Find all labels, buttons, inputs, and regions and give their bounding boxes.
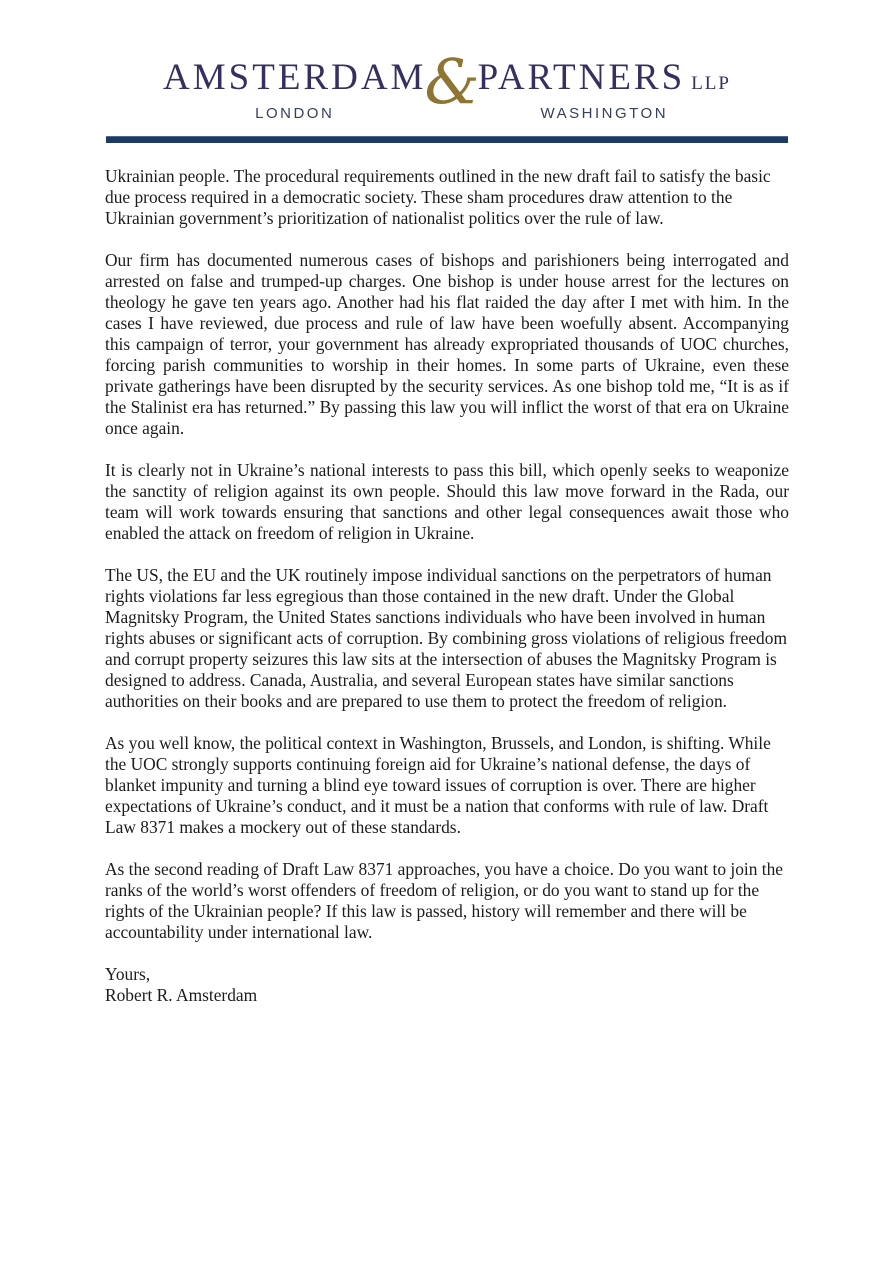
firm-suffix-llp: LLP <box>691 73 731 94</box>
paragraph-5: As you well know, the political context in Washington, Brussels, and London, is shifting. While the UOC strongly supports continuing foreign aid for Ukraine’s national defense, the days of blanket impunity and turning a blind eye toward issues of corruption is over. There are higher expectations of Ukraine’s conduct, and it must be a nation that conforms with rule of law. Draft Law 8371 makes a mockery out of these standards. <box>105 732 771 837</box>
paragraph-1: Ukrainian people. The procedural requirements outlined in the new draft fail to satisfy the basic due process required in a democratic society. These sham procedures draw attention to the Ukrainian government’s prioritization of nationalist politics over the rule of law. <box>105 165 771 228</box>
paragraph-2: Our firm has documented numerous cases of bishops and parishioners being interrogated and arrested on false and trumped-up charges. One bishop is under house arrest for the lectures on theology he gave ten years ago. Another had his flat raided the day after I met with him. In the cases I have reviewed, due process and rule of law have been woefully absent. Accompanying this campaign of terror, your government has already expropriated thousands of UOC churches, forcing parish communities to worship in their homes. In some parts of Ukraine, even these private gatherings have been disrupted by the security services. As one bishop told me, “It is as if the Stalinist era has returned.” By passing this law you will inflict the worst of that era on Ukraine once again. <box>105 249 789 438</box>
firm-name-left: AMSTERDAM <box>163 57 427 98</box>
office-london-label: LONDON <box>255 104 335 122</box>
paragraph-6: As the second reading of Draft Law 8371 approaches, you have a choice. Do you want to join the ranks of the world’s worst offenders of freedom of religion, or do you want to stand up for the rights of the Ukrainian people? If this law is passed, history will remember and there will be accountability under international law. <box>105 858 784 942</box>
ampersand-glyph: & <box>424 45 480 118</box>
paragraph-4: The US, the EU and the UK routinely impose individual sanctions on the perpetrators of human rights violations far less egregious than those contained in the new draft. Under the Global Magnitsky Program, the United States sanctions individuals who have been involved in human rights abuses or significant acts of corruption. By combining gross violations of religious freedom and corrupt property seizures this law sits at the intersection of abuses the Magnitsky Program is designed to address. Canada, Australia, and several European states have similar sanctions authorities on their books and are prepared to use them to protect the freedom of religion. <box>105 564 787 711</box>
paragraph-3: It is clearly not in Ukraine’s national interests to pass this bill, which openly seeks to weaponize the sanctity of religion against its own people. Should this law move forward in the Rada, our team will work towards ensuring that sanctions and other legal consequences await those who enabled the attack on freedom of religion in Ukraine. <box>105 459 789 543</box>
letter-body <box>105 166 789 1006</box>
firm-logo <box>163 45 731 122</box>
office-washington-label: WASHINGTON <box>540 104 669 122</box>
firm-name-right <box>478 58 731 99</box>
closing-line: Yours, <box>105 963 151 984</box>
signature-block <box>105 964 789 1006</box>
letterhead <box>0 0 894 143</box>
firm-name-right-text: PARTNERS <box>477 57 686 98</box>
firm-logo-left-block <box>163 58 426 122</box>
signature-name: Robert R. Amsterdam <box>105 984 258 1005</box>
firm-logo-right-block <box>478 58 731 122</box>
letterhead-divider-rule <box>106 136 788 143</box>
